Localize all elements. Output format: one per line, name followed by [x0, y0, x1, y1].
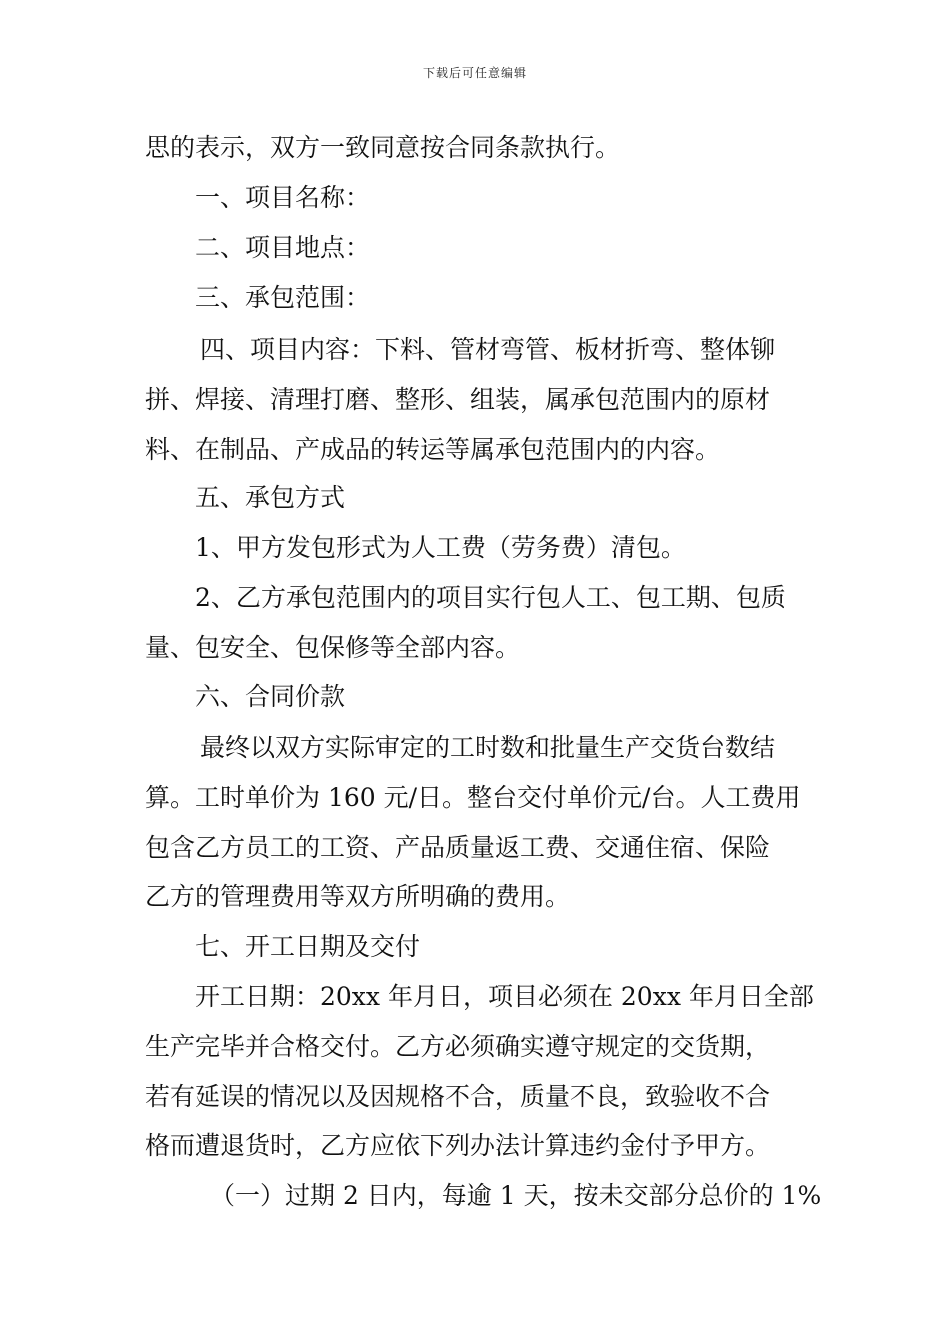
paragraph-line: 最终以双方实际审定的工时数和批量生产交货台数结 [200, 733, 776, 762]
paragraph-line: 若有延误的情况以及因规格不合，质量不良，致验收不合 [145, 1082, 771, 1111]
section-heading-contract-method: 五、承包方式 [195, 483, 346, 512]
paragraph-line: 料、在制品、产成品的转运等属承包范围内的内容。 [145, 435, 721, 464]
section-heading-project-content: 四、项目内容：下料、管材弯管、板材折弯、整体铆 [200, 335, 776, 364]
section-heading-contract-price: 六、合同价款 [195, 682, 346, 711]
paragraph-line: 乙方的管理费用等双方所明确的费用。 [145, 882, 571, 911]
paragraph-line: 算。工时单价为 160 元/日。整台交付单价元/台。人工费用 [145, 783, 801, 812]
list-item: 1、甲方发包形式为人工费（劳务费）清包。 [195, 533, 686, 562]
section-heading-project-name: 一、项目名称： [195, 183, 371, 212]
list-item: （一）过期 2 日内，每逾 1 天，按未交部分总价的 1% [210, 1181, 822, 1210]
paragraph-line: 生产完毕并合格交付。乙方必须确实遵守规定的交货期， [145, 1032, 771, 1061]
paragraph-line: 开工日期：20xx 年月日，项目必须在 20xx 年月日全部 [195, 982, 814, 1011]
paragraph-line: 拼、焊接、清理打磨、整形、组装，属承包范围内的原材 [145, 385, 771, 414]
paragraph-line: 思的表示，双方一致同意按合同条款执行。 [145, 133, 621, 162]
section-heading-start-date-delivery: 七、开工日期及交付 [195, 932, 421, 961]
list-item: 2、乙方承包范围内的项目实行包人工、包工期、包质 [195, 583, 786, 612]
page-header: 下载后可任意编辑 [422, 66, 527, 80]
section-heading-project-location: 二、项目地点： [195, 233, 371, 262]
paragraph-line: 量、包安全、包保修等全部内容。 [145, 633, 521, 662]
paragraph-line: 格而遭退货时，乙方应依下列办法计算违约金付予甲方。 [145, 1131, 771, 1160]
paragraph-line: 包含乙方员工的工资、产品质量返工费、交通住宿、保险 [145, 833, 771, 862]
section-heading-contract-scope: 三、承包范围： [195, 283, 371, 312]
